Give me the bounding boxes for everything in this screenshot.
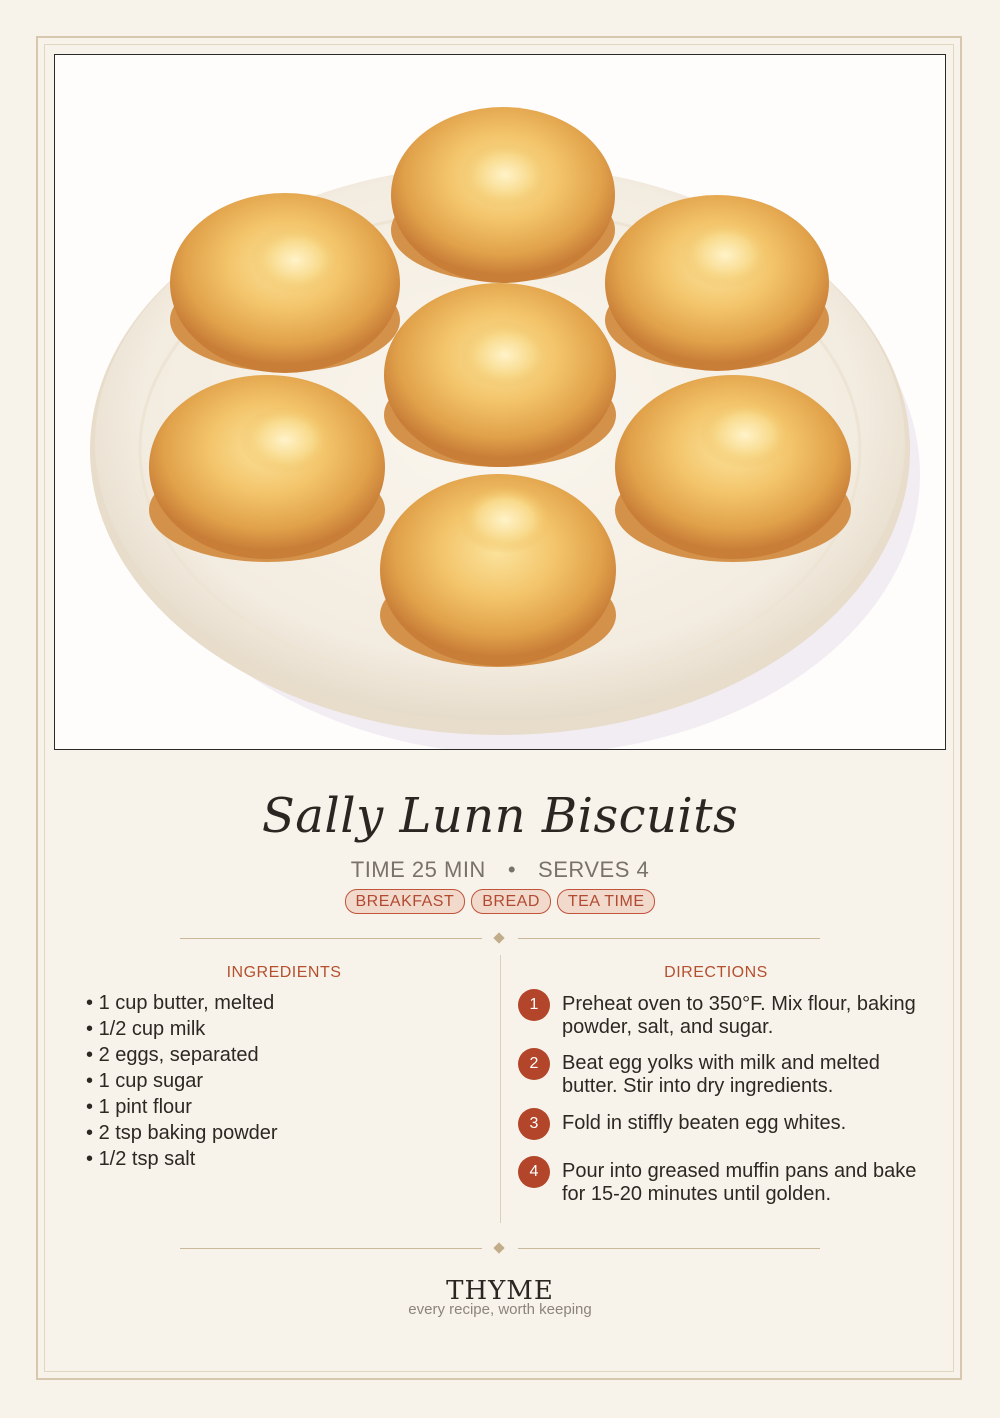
column-divider [500, 955, 501, 1223]
meta-separator: • [507, 857, 517, 882]
diamond-ornament-icon [493, 1242, 504, 1253]
ingredients-heading: INGREDIENTS [226, 964, 342, 981]
list-item: • 1 cup sugar [86, 1068, 278, 1094]
diamond-ornament-icon [493, 932, 504, 943]
divider-bottom [180, 1242, 820, 1254]
biscuit [615, 375, 851, 562]
step-text: Beat egg yolks with milk and melted butter. Stir into dry ingredients. [562, 1052, 880, 1097]
step-number-badge: 2 [518, 1048, 550, 1080]
divider-top [180, 932, 820, 944]
step-number-badge: 1 [518, 989, 550, 1021]
biscuit [149, 375, 385, 562]
list-item: • 1/2 cup milk [86, 1016, 278, 1042]
tag-breakfast[interactable]: BREAKFAST [345, 889, 466, 914]
brand-tagline: every recipe, worth keeping [408, 1301, 592, 1318]
biscuit [391, 107, 615, 283]
biscuit [384, 283, 616, 467]
list-item: • 1 cup butter, melted [86, 990, 278, 1016]
step-number-badge: 4 [518, 1156, 550, 1188]
list-item: • 1 pint flour [86, 1094, 278, 1120]
tag-bread[interactable]: BREAD [471, 889, 551, 914]
step-number-badge: 3 [518, 1108, 550, 1140]
biscuit [380, 474, 616, 667]
step-text: Pour into greased muffin pans and bake for 15-20 minutes until golden. [562, 1160, 917, 1205]
recipe-title: Sally Lunn Biscuits [261, 788, 739, 844]
tag-list [0, 889, 1000, 914]
biscuit [605, 195, 829, 371]
recipe-meta [0, 857, 1000, 883]
step-text: Preheat oven to 350°F. Mix flour, baking powder, salt, and sugar. [562, 993, 916, 1038]
directions-heading: DIRECTIONS [664, 964, 768, 981]
servings: SERVES 4 [538, 857, 650, 882]
list-item: • 2 tsp baking powder [86, 1120, 278, 1146]
list-item: • 2 eggs, separated [86, 1042, 278, 1068]
step-text: Fold in stiffly beaten egg whites. [562, 1112, 847, 1134]
biscuit [170, 193, 400, 373]
recipe-photo [54, 54, 946, 750]
brand-logo: THYME [446, 1276, 554, 1306]
list-item: • 1/2 tsp salt [86, 1146, 278, 1172]
tag-tea-time[interactable]: TEA TIME [557, 889, 656, 914]
ingredients-list [86, 990, 278, 1172]
cook-time: TIME 25 MIN [350, 857, 486, 882]
